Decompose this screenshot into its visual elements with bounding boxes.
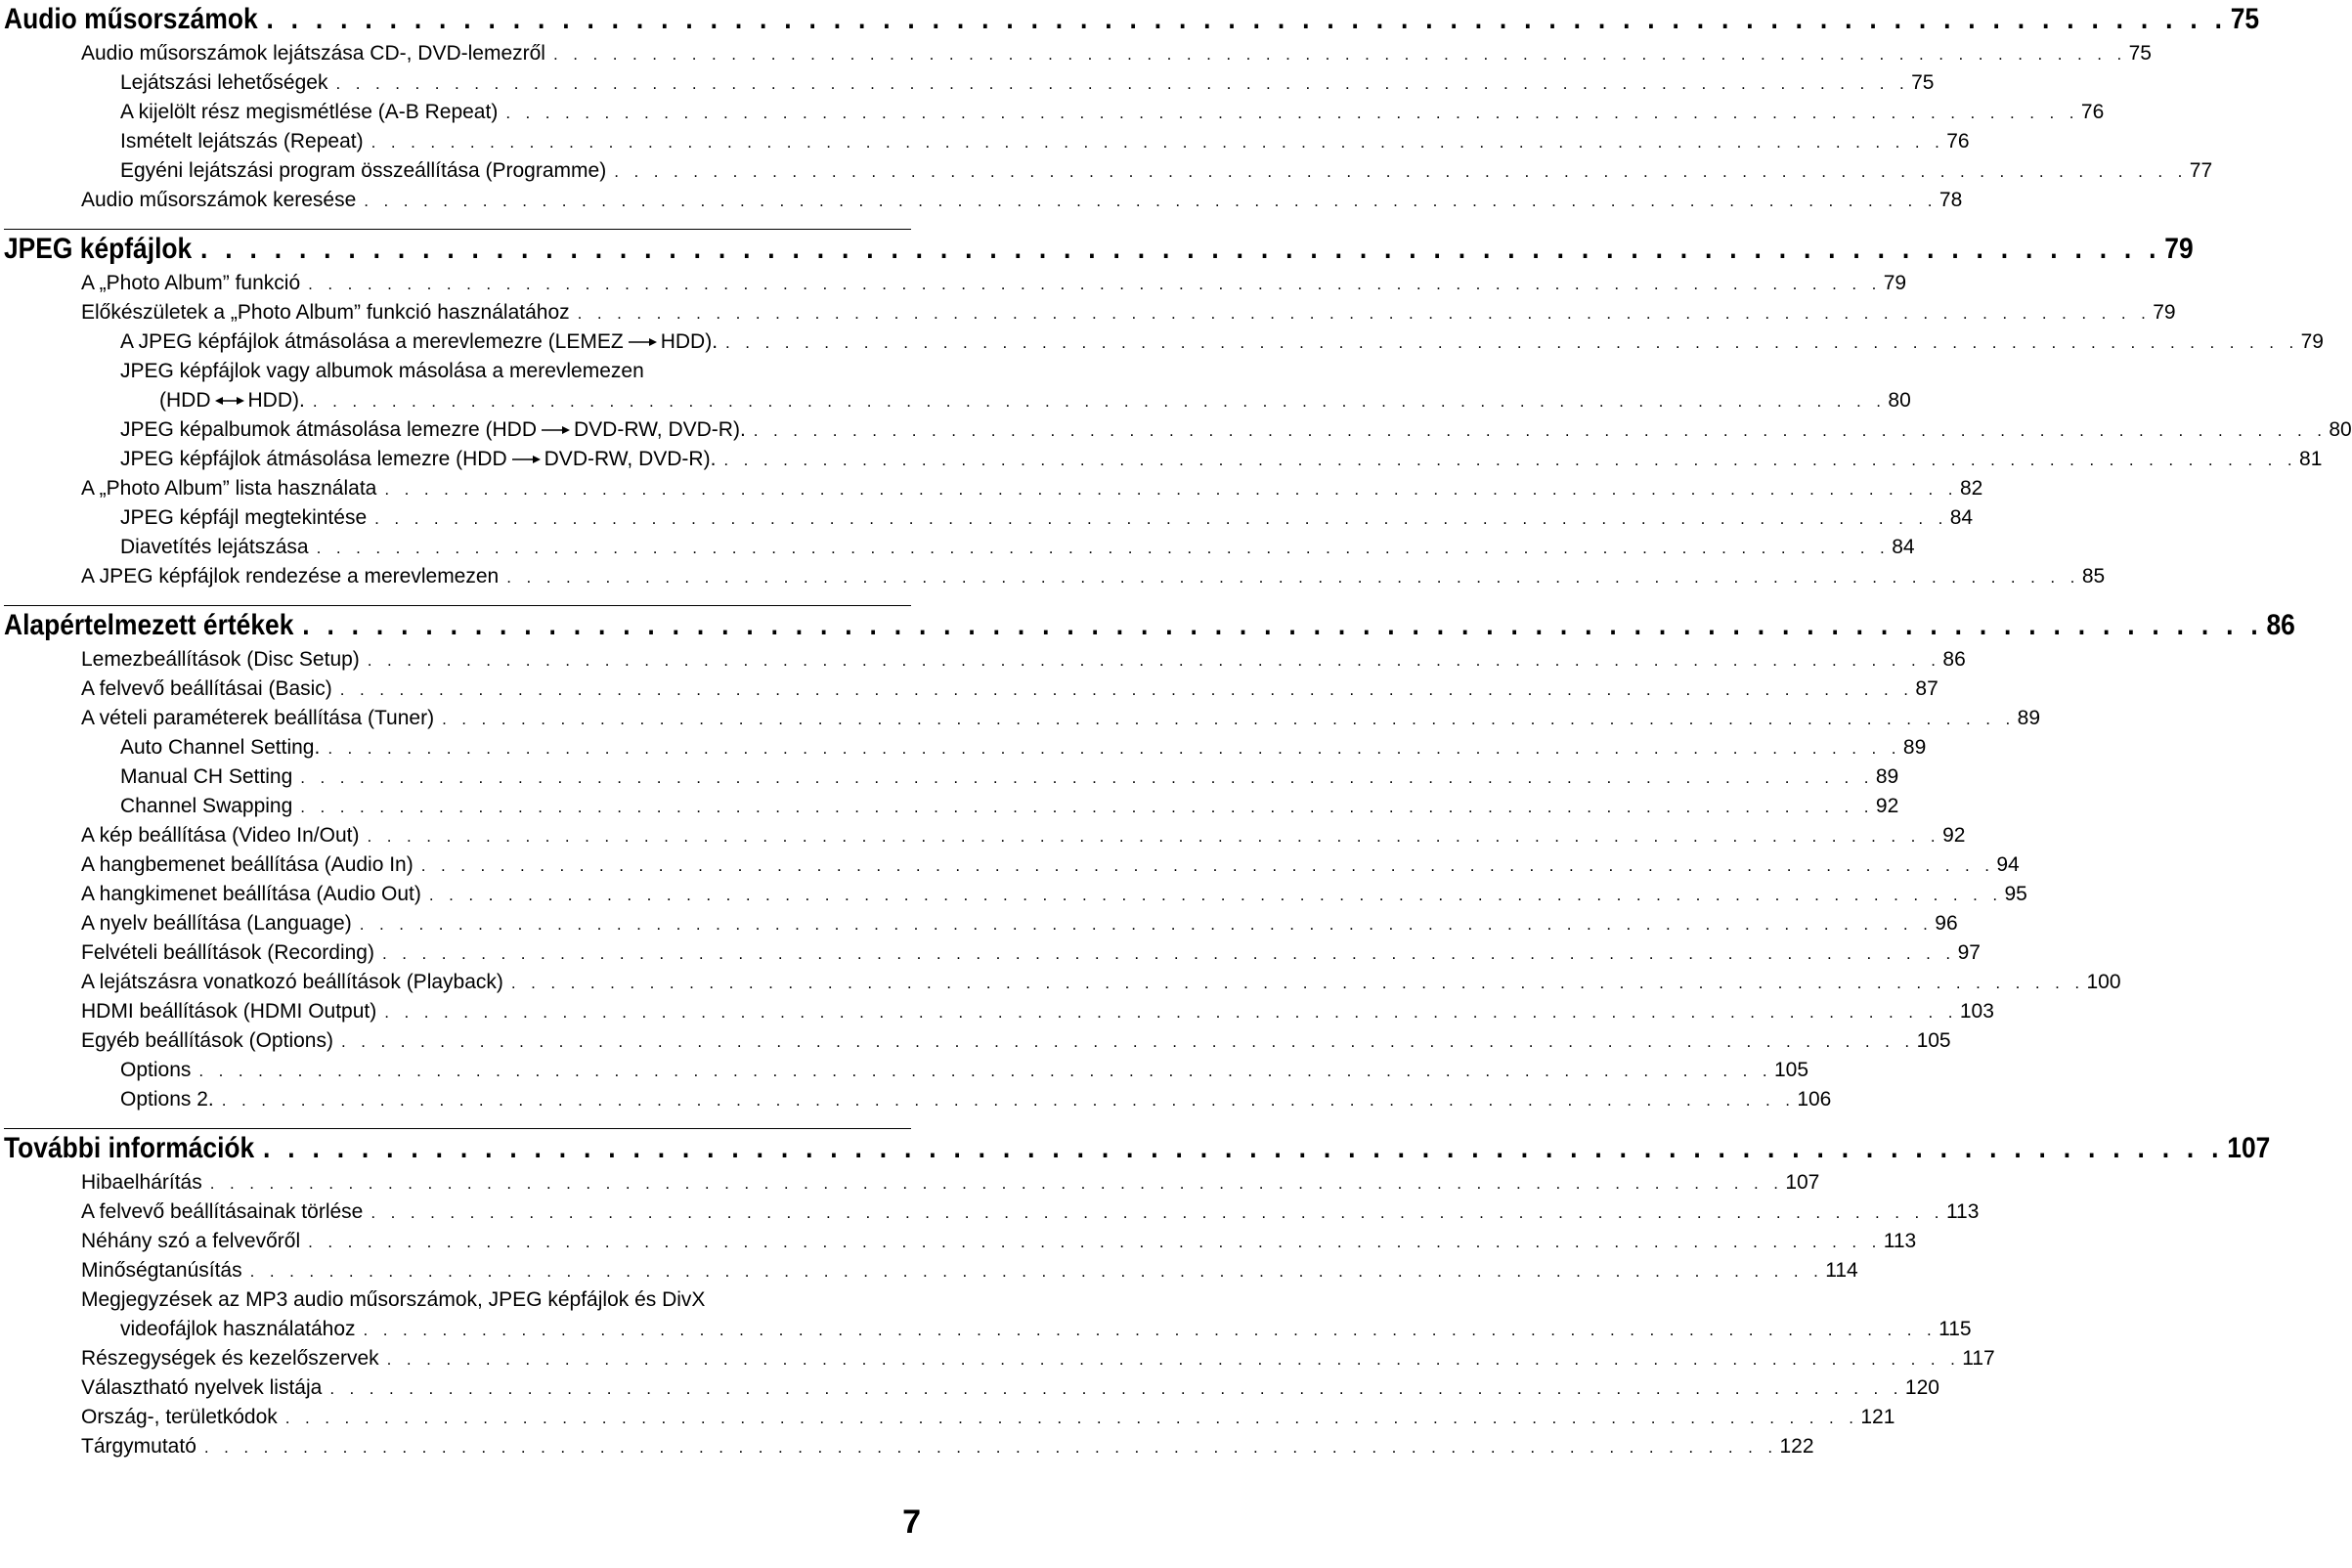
entry-title xyxy=(4,386,313,415)
entry-text: Ország-, területkódok xyxy=(81,1406,278,1428)
entry-page: 96 xyxy=(1935,912,1958,935)
entry-page: 80 xyxy=(1888,389,1911,412)
entry-page: 103 xyxy=(1959,1000,1994,1023)
entry-text-continued: HDD). xyxy=(660,330,719,353)
entry-text: (HDD xyxy=(159,389,211,412)
dot-leader: . . . . . . . . . . . . . . . . . . . . . . . . . . . . . . . . . . . . . . . . . . . . . . . . . . . . . . . . . . . . . . . . . . . . . . . . . . . . . . . . xyxy=(386,1350,1961,1369)
entry-page: 95 xyxy=(2004,883,2027,905)
entry-title xyxy=(4,327,725,357)
entry-page: 105 xyxy=(1773,1059,1809,1081)
dot-leader: . . . . . . . . . . . . . . . . . . . . . . . . . . . . . . . . . . . . . . . . . . . . . . . . . . . . . . . . . . . . . . . . . . . . . . . . . . . . . . . . xyxy=(359,915,1934,934)
entry-page: 84 xyxy=(1892,536,1915,558)
toc-section xyxy=(0,215,2352,591)
entry-text: Lejátszási lehetőségek xyxy=(120,71,328,94)
entry-title xyxy=(4,98,505,127)
toc-entry[interactable] xyxy=(4,298,2176,327)
double-arrow-icon xyxy=(215,396,244,406)
entry-title xyxy=(4,1056,198,1085)
toc-entry[interactable] xyxy=(4,792,1899,821)
entry-page: 117 xyxy=(1962,1347,1995,1370)
dot-leader: . . . . . . . . . . . . . . . . . . . . . . . . . . . . . . . . . . . . . . . . . . . . . . . . . . . . . . . . . . . . . . . . . . . . . . . . . . . . . . . . xyxy=(506,568,2080,587)
entry-page: 81 xyxy=(2299,448,2323,470)
dot-leader: . . . . . . . . . . . . . . . . . . . . . . . . . . . . . . . . . . . . . . . . . . . . . . . . . . . . . . . . . . . . . . . . . . . . . . . . . . . . . . . . xyxy=(577,304,2152,323)
toc-entry[interactable] xyxy=(4,39,2152,68)
entry-text: A felvevő beállításai (Basic) xyxy=(81,677,332,700)
entry-text: A JPEG képfájlok rendezése a merevlemezen xyxy=(81,565,500,588)
entry-title xyxy=(4,1256,250,1285)
toc-entry[interactable] xyxy=(4,938,1981,968)
entry-page: 89 xyxy=(1875,765,1899,788)
right-arrow-icon xyxy=(628,337,657,347)
toc-entry[interactable] xyxy=(4,1344,1995,1373)
entry-page: 94 xyxy=(1996,853,2020,876)
entry-page: 75 xyxy=(1911,71,1935,94)
entry-text: Tárgymutató xyxy=(81,1435,196,1458)
entry-text-continued: HDD). xyxy=(247,389,305,412)
entry-title xyxy=(4,1403,285,1432)
entry-page: 86 xyxy=(1942,648,1966,671)
section-title: További információk xyxy=(4,1132,255,1164)
entry-text: A kijelölt rész megismétlése (A-B Repeat) xyxy=(120,101,499,123)
dot-leader: . . . . . . . . . . . . . . . . . . . . . . . . . . . . . . . . . . . . . . . . . . . . . . . . . . . . . . . . . . . . . . . . . . . . . . . . . . . . . . . . xyxy=(316,539,1891,557)
dot-leader: . . . . . . . . . . . . . . . . . . . . . . . . . . . . . . . . . . . . . . . . . . . . . . . . . . . . . . . . . . . . . . . . . . . . . . . . . . . . . . . . xyxy=(312,392,1887,411)
entry-text: JPEG képalbumok átmásolása lemezre (HDD xyxy=(120,418,537,441)
section-title: Alapértelmezett értékek xyxy=(4,609,294,641)
dot-leader: . . . . . . . . . . . . . . . . . . . . . . . . . . . . . . . . . . . . . . . . . . . . . . . . . . . . . . . . . . . . . . . . . . . . . . . . . . . . . . . . xyxy=(552,45,2127,64)
toc-entry[interactable] xyxy=(4,880,2027,909)
entry-page: 79 xyxy=(1883,272,1907,294)
entry-text: Diavetítés lejátszása xyxy=(120,536,309,558)
entry-title xyxy=(4,704,442,733)
entry-text: HDMI beállítások (HDMI Output) xyxy=(81,1000,377,1023)
toc-entry[interactable] xyxy=(4,1285,911,1315)
entry-text: A felvevő beállításainak törlése xyxy=(81,1200,364,1223)
toc-entry[interactable] xyxy=(4,1026,1951,1056)
entry-text: Audio műsorszámok lejátszása CD-, DVD-lemezről xyxy=(81,42,545,65)
entry-text: Manual CH Setting xyxy=(120,765,293,788)
dot-leader: . . . . . . . . . . . . . . . . . . . . . . . . . . . . . . . . . . . . . . . . . . . . . . . . . . . . . . . . . . . . . . . . . . . . . . . . . . . . . . . . xyxy=(510,974,2085,992)
dot-leader: . . . . . . . . . . . . . . . . . . . . . . . . . . . . . . . . . . . . . . . . . . . . . . . . . . . . . . . . . . . . . . . . . . . . . . . . . . . . . . . . xyxy=(300,768,1874,787)
dot-leader: . . . . . . . . . . . . . . . . . . . . . . . . . . . . . . . . . . . . . . . . . . . . . . . . . . . . . . . . . . . . . . . . . . . . . . . . . . . . . . . . xyxy=(327,739,1901,758)
entry-text: A vételi paraméterek beállítása (Tuner) xyxy=(81,707,435,729)
entry-text-continued: DVD-RW, DVD-R). xyxy=(574,418,746,441)
toc-entry[interactable] xyxy=(4,327,2324,357)
toc-entry[interactable] xyxy=(4,1403,1895,1432)
dot-leader: . . . . . . . . . . . . . . . . . . . . . . . . . . . . . . . . . . . . . . . . . . . . . . . . . . . . . . . . . . . . . . . . . . . . . . . . . . . . . . . . xyxy=(614,162,2188,181)
entry-page: 105 xyxy=(1916,1029,1951,1052)
entry-title xyxy=(4,850,421,880)
entry-title xyxy=(4,415,754,445)
toc-entry[interactable] xyxy=(4,357,911,386)
entry-title xyxy=(4,1373,329,1403)
entry-title xyxy=(4,733,327,762)
toc-entry[interactable] xyxy=(4,1227,1917,1256)
entry-text: Hibaelhárítás xyxy=(81,1171,202,1194)
toc-entry[interactable] xyxy=(4,1056,1809,1085)
entry-page: 92 xyxy=(1942,824,1966,847)
entry-text-continued: DVD-RW, DVD-R). xyxy=(544,448,717,470)
dot-leader: . . . . . . . . . . . . . . . . . . . . . . . . . . . . . . . . . . . . . . . . . . . . . . . . . . . . . . . . . . . . . . . . . . . . . . . . . . . . . . . . xyxy=(367,827,1941,846)
entry-text: Választható nyelvek listája xyxy=(81,1376,323,1399)
toc-entry[interactable] xyxy=(4,1256,1858,1285)
entry-title xyxy=(4,1085,222,1114)
dot-leader: . . . . . . . . . . . . . . . . . . . . . . . . . . . . . . . . . . . . . . . . . . . . . . . . . . . . . . . . . . . . . . . . . . . . . . . . . . . . . . . . xyxy=(329,1379,1903,1398)
toc-entry[interactable] xyxy=(4,997,1994,1026)
dot-leader: . . . . . . . . . . . . . . . . . . . . . . . . . . . . . . . . . . . . . . . . . . . . . . . . . . . . . . . . . . . . . . . . . . . . . . . . . . . . . . . . xyxy=(308,275,1882,293)
entry-text: JPEG képfájlok vagy albumok másolása a merevlemezen xyxy=(120,360,644,382)
entry-page: 113 xyxy=(1883,1230,1917,1252)
toc-entry[interactable] xyxy=(4,562,2106,591)
entry-title xyxy=(4,938,382,968)
dot-leader: . . . . . . . . . . . . . . . . . . . . . . . . . . . . . . . . . . . . . . . . . . . . . . . . . . . . . . . . . . . . . . . . . . . . . . . . . . . . . . . . xyxy=(364,192,1938,210)
toc-entry[interactable] xyxy=(4,675,1938,704)
entry-page: 114 xyxy=(1825,1259,1858,1282)
entry-page: 84 xyxy=(1949,506,1974,529)
section-page: 79 xyxy=(2164,233,2194,265)
entry-text: Channel Swapping xyxy=(120,795,293,817)
toc-section xyxy=(0,1114,2271,1461)
entry-title xyxy=(4,127,371,156)
toc-entry[interactable] xyxy=(4,968,2121,997)
entry-title xyxy=(4,357,644,386)
dot-leader: . . . . . . . . . . . . . . . . . . . . . . . . . . . . . . . . . . . . . . . . . . . . . . . . . . . . . . . . . . . . . . . . . . . . . . . . . . . . . . . . xyxy=(384,480,1958,499)
entry-text: Előkészületek a „Photo Album” funkció használatához xyxy=(81,301,570,324)
toc-entry[interactable] xyxy=(4,68,1935,98)
section-page: 86 xyxy=(2266,609,2295,641)
entry-text: Ismételt lejátszás (Repeat) xyxy=(120,130,364,152)
entry-title xyxy=(4,997,384,1026)
dot-leader: . . . . . . . . . . . . . . . . . . . . . . . . . . . . . . . . . . . . . . . . . . . . . . . . . . . . . . . . . . . . . . . . . . . . . . . . . . . . . . . . xyxy=(442,710,2016,728)
entry-text: Egyéni lejátszási program összeállítása (Programme) xyxy=(120,159,607,182)
entry-title xyxy=(4,1168,210,1198)
entry-page: 97 xyxy=(1957,941,1981,964)
entry-text: A „Photo Album” lista használata xyxy=(81,477,377,500)
entry-text: Részegységek és kezelőszervek xyxy=(81,1347,379,1370)
entry-title xyxy=(4,792,300,821)
toc-entry[interactable] xyxy=(4,1198,1980,1227)
entry-text: A lejátszásra vonatkozó beállítások (Playback) xyxy=(81,971,503,993)
entry-title xyxy=(4,445,723,474)
dot-leader: . . . . . . . . . . . . . . . . . . . . . . . . . . . . . . . . . . . . . . . . . . . . . . . . . . . . . . . . . . . . . . . . . . . . . . . . . . . . . . . . xyxy=(363,1321,1938,1339)
dot-leader: . . . . . . . . . . . . . . . . . . . . . . . . . . . . . . . . . . . . . . . . . . . . . . . . . . . . . . . . . . . . . . . . . . . . . . . . . . . . . . . . xyxy=(367,651,1941,670)
entry-text: A nyelv beállítása (Language) xyxy=(81,912,352,935)
entry-title xyxy=(4,1026,341,1056)
entry-text: Audio műsorszámok keresése xyxy=(81,189,357,211)
entry-title xyxy=(4,821,367,850)
entry-page: 121 xyxy=(1860,1406,1895,1428)
dot-leader: . . . . . . . . . . . . . . . . . . . . . . . . . . . . . . . . . . . . . . . . . . . . . . . . . . . . . . . . . . . . . . . . . . . . . . . . . . . . . . . . xyxy=(203,1438,1778,1457)
toc-entry[interactable] xyxy=(4,474,1983,503)
entry-title xyxy=(4,1198,370,1227)
entry-title xyxy=(4,68,335,98)
dot-leader: . . . . . . . . . . . . . . . . . . . . . . . . . . . . . . . . . . . . . . . . . . . . . . . . . . . . . . . . . . . . . . . . . . . . . . . . . . . . . . . . xyxy=(370,1203,1944,1222)
section-heading xyxy=(4,230,2194,269)
toc-entry[interactable] xyxy=(4,156,2213,186)
dot-leader: . . . . . . . . . . . . . . . . . . . . . . . . . . . . . . . . . . . . . . . . . . . . . . . . . . . . . . . . . . . . . . . . . . . . . . . . . . . . . . . . xyxy=(263,1132,2224,1164)
entry-text: Egyéb beállítások (Options) xyxy=(81,1029,333,1052)
entry-title xyxy=(4,269,308,298)
toc-entry[interactable] xyxy=(4,98,2105,127)
entry-title xyxy=(4,880,429,909)
section-heading xyxy=(4,0,2260,39)
toc-entry[interactable] xyxy=(4,415,2352,445)
entry-page: 89 xyxy=(2017,707,2041,729)
entry-title xyxy=(4,645,368,675)
entry-text: videofájlok használatához xyxy=(120,1318,356,1340)
right-arrow-icon xyxy=(511,455,541,464)
toc-entry[interactable] xyxy=(4,850,2020,880)
toc-section xyxy=(0,0,2260,215)
dot-leader: . . . . . . . . . . . . . . . . . . . . . . . . . . . . . . . . . . . . . . . . . . . . . . . . . . . . . . . . . . . . . . . . . . . . . . . . . . . . . . . . xyxy=(339,680,1914,699)
toc-entry[interactable] xyxy=(4,127,1970,156)
entry-text: A hangbemenet beállítása (Audio In) xyxy=(81,853,414,876)
dot-leader: . . . . . . . . . . . . . . . . . . . . . . . . . . . . . . . . . . . . . . . . . . . . . . . . . . . . . . . . . . . . . . . . . . . . . . . . . . . . . . . . xyxy=(753,421,2328,440)
entry-title xyxy=(4,186,364,215)
right-arrow-icon xyxy=(541,425,570,435)
entry-page: 78 xyxy=(1938,189,1963,211)
dot-leader: . . . . . . . . . . . . . . . . . . . . . . . . . . . . . . . . . . . . . . . . . . . . . . . . . . . . . . . . . . . . . . . . . . . . . . . . . . . . . . . . xyxy=(209,1174,1784,1193)
toc-entry[interactable] xyxy=(4,503,1974,533)
entry-title xyxy=(4,503,374,533)
entry-page: 92 xyxy=(1875,795,1899,817)
entry-page: 76 xyxy=(1946,130,1970,152)
dot-leader: . . . . . . . . . . . . . . . . . . . . . . . . . . . . . . . . . . . . . . . . . . . . . . . . . . . . . . . . . . . . . . . . . . . . . . . . . . . . . . . . xyxy=(221,1091,1796,1110)
entry-title xyxy=(4,968,511,997)
entry-text: A JPEG képfájlok átmásolása a merevlemezre (LEMEZ xyxy=(120,330,624,353)
entry-title xyxy=(4,1432,204,1461)
entry-text: A kép beállítása (Video In/Out) xyxy=(81,824,360,847)
section-heading xyxy=(4,606,2295,645)
toc-entry[interactable] xyxy=(4,1085,1832,1114)
toc-entry[interactable] xyxy=(4,909,1958,938)
toc-entry[interactable] xyxy=(4,269,1907,298)
section-title: Audio műsorszámok xyxy=(4,3,258,35)
toc-entry[interactable] xyxy=(4,445,2323,474)
entry-title xyxy=(4,1227,308,1256)
entry-title xyxy=(4,156,614,186)
entry-page: 82 xyxy=(1959,477,1983,500)
entry-title xyxy=(4,1315,364,1344)
toc-entry[interactable] xyxy=(4,733,1927,762)
entry-page: 113 xyxy=(1945,1200,1980,1223)
entry-text: JPEG képfájlok átmásolása lemezre (HDD xyxy=(120,448,507,470)
toc-entry[interactable] xyxy=(4,645,1966,675)
dot-leader: . . . . . . . . . . . . . . . . . . . . . . . . . . . . . . . . . . . . . . . . . . . . . . . . . . . . . . . . . . . . . . . . . . . . . . . . . . . . . . . . xyxy=(302,609,2263,641)
entry-title xyxy=(4,909,360,938)
dot-leader: . . . . . . . . . . . . . . . . . . . . . . . . . . . . . . . . . . . . . . . . . . . . . . . . . . . . . . . . . . . . . . . . . . . . . . . . . . . . . . . . xyxy=(374,509,1948,528)
toc-entry[interactable] xyxy=(4,1373,1939,1403)
dot-leader: . . . . . . . . . . . . . . . . . . . . . . . . . . . . . . . . . . . . . . . . . . . . . . . . . . . . . . . . . . . . . . . . . . . . . . . . . . . . . . . . xyxy=(308,1233,1882,1251)
toc-entry[interactable] xyxy=(4,1432,1814,1461)
toc-section xyxy=(0,591,2295,1114)
section-page: 75 xyxy=(2230,3,2260,35)
entry-page: 106 xyxy=(1797,1088,1832,1111)
entry-title xyxy=(4,474,384,503)
entry-page: 115 xyxy=(1938,1318,1972,1340)
toc-entry[interactable] xyxy=(4,386,1911,415)
entry-text: Auto Channel Setting. xyxy=(120,736,321,759)
entry-text: Minőségtanúsítás xyxy=(81,1259,242,1282)
dot-leader: . . . . . . . . . . . . . . . . . . . . . . . . . . . . . . . . . . . . . . . . . . . . . . . . . . . . . . . . . . . . . . . . . . . . . . . . . . . . . . . . xyxy=(370,133,1945,152)
toc-entry[interactable] xyxy=(4,704,2041,733)
entry-page: 120 xyxy=(1904,1376,1939,1399)
toc-entry[interactable] xyxy=(4,186,1963,215)
entry-title xyxy=(4,762,300,792)
entry-title xyxy=(4,1285,705,1315)
entry-page: 79 xyxy=(2300,330,2324,353)
entry-title xyxy=(4,298,578,327)
section-page: 107 xyxy=(2227,1132,2271,1164)
entry-title xyxy=(4,675,340,704)
entry-page: 89 xyxy=(1902,736,1927,759)
entry-page: 122 xyxy=(1779,1435,1814,1458)
entry-text: Options 2. xyxy=(120,1088,214,1111)
entry-page: 75 xyxy=(2128,42,2152,65)
entry-page: 77 xyxy=(2189,159,2213,182)
dot-leader: . . . . . . . . . . . . . . . . . . . . . . . . . . . . . . . . . . . . . . . . . . . . . . . . . . . . . . . . . . . . . . . . . . . . . . . . . . . . . . . . xyxy=(300,798,1874,816)
entry-text: Felvételi beállítások (Recording) xyxy=(81,941,374,964)
dot-leader: . . . . . . . . . . . . . . . . . . . . . . . . . . . . . . . . . . . . . . . . . . . . . . . . . . . . . . . . . . . . . . . . . . . . . . . . . . . . . . . . xyxy=(420,856,1995,875)
toc-entry[interactable] xyxy=(4,1168,1820,1198)
dot-leader: . . . . . . . . . . . . . . . . . . . . . . . . . . . . . . . . . . . . . . . . . . . . . . . . . . . . . . . . . . . . . . . . . . . . . . . . . . . . . . . . xyxy=(198,1062,1772,1080)
entry-page: 76 xyxy=(2080,101,2105,123)
dot-leader: . . . . . . . . . . . . . . . . . . . . . . . . . . . . . . . . . . . . . . . . . . . . . . . . . . . . . . . . . . . . . . . . . . . . . . . . . . . . . . . . xyxy=(381,944,1956,963)
toc-entry[interactable] xyxy=(4,762,1899,792)
dot-leader: . . . . . . . . . . . . . . . . . . . . . . . . . . . . . . . . . . . . . . . . . . . . . . . . . . . . . . . . . . . . . . . . . . . . . . . . . . . . . . . . xyxy=(725,333,2299,352)
entry-text: Megjegyzések az MP3 audio műsorszámok, JPEG képfájlok és DivX xyxy=(81,1288,706,1311)
entry-text: A „Photo Album” funkció xyxy=(81,272,301,294)
toc-entry[interactable] xyxy=(4,533,1915,562)
toc-entry[interactable] xyxy=(4,1315,1972,1344)
entry-page: 80 xyxy=(2329,418,2352,441)
entry-page: 107 xyxy=(1785,1171,1820,1194)
entry-text: A hangkimenet beállítása (Audio Out) xyxy=(81,883,421,905)
entry-text: Lemezbeállítások (Disc Setup) xyxy=(81,648,360,671)
entry-title xyxy=(4,533,317,562)
entry-text: Néhány szó a felvevőről xyxy=(81,1230,301,1252)
section-heading xyxy=(4,1129,2271,1168)
entry-page: 87 xyxy=(1915,677,1938,700)
toc-entry[interactable] xyxy=(4,821,1966,850)
entry-title xyxy=(4,562,506,591)
entry-title xyxy=(4,39,553,68)
dot-leader: . . . . . . . . . . . . . . . . . . . . . . . . . . . . . . . . . . . . . . . . . . . . . . . . . . . . . . . . . . . . . . . . . . . . . . . . . . . . . . . . xyxy=(340,1032,1915,1051)
dot-leader: . . . . . . . . . . . . . . . . . . . . . . . . . . . . . . . . . . . . . . . . . . . . . . . . . . . . . . . . . . . . . . . . . . . . . . . . . . . . . . . . xyxy=(384,1003,1958,1022)
entry-text: Options xyxy=(120,1059,192,1081)
dot-leader: . . . . . . . . . . . . . . . . . . . . . . . . . . . . . . . . . . . . . . . . . . . . . . . . . . . . . . . . . . . . . . . . . . . . . . . . . . . . . . . . xyxy=(428,886,2003,904)
entry-text: JPEG képfájl megtekintése xyxy=(120,506,368,529)
dot-leader: . . . . . . . . . . . . . . . . . . . . . . . . . . . . . . . . . . . . . . . . . . . . . . . . . . . . . . . . . . . . . . . . . . . . . . . . . . . . . . . . xyxy=(200,233,2161,265)
dot-leader: . . . . . . . . . . . . . . . . . . . . . . . . . . . . . . . . . . . . . . . . . . . . . . . . . . . . . . . . . . . . . . . . . . . . . . . . . . . . . . . . xyxy=(284,1409,1859,1427)
entry-page: 100 xyxy=(2086,971,2121,993)
entry-title xyxy=(4,1344,387,1373)
dot-leader: . . . . . . . . . . . . . . . . . . . . . . . . . . . . . . . . . . . . . . . . . . . . . . . . . . . . . . . . . . . . . . . . . . . . . . . . . . . . . . . . xyxy=(249,1262,1824,1281)
dot-leader: . . . . . . . . . . . . . . . . . . . . . . . . . . . . . . . . . . . . . . . . . . . . . . . . . . . . . . . . . . . . . . . . . . . . . . . . . . . . . . . . xyxy=(335,74,1910,93)
dot-leader: . . . . . . . . . . . . . . . . . . . . . . . . . . . . . . . . . . . . . . . . . . . . . . . . . . . . . . . . . . . . . . . . . . . . . . . . . . . . . . . . xyxy=(266,3,2228,35)
dot-leader: . . . . . . . . . . . . . . . . . . . . . . . . . . . . . . . . . . . . . . . . . . . . . . . . . . . . . . . . . . . . . . . . . . . . . . . . . . . . . . . . xyxy=(505,104,2079,122)
entry-page: 85 xyxy=(2081,565,2106,588)
section-title: JPEG képfájlok xyxy=(4,233,193,265)
entry-page: 79 xyxy=(2153,301,2176,324)
dot-leader: . . . . . . . . . . . . . . . . . . . . . . . . . . . . . . . . . . . . . . . . . . . . . . . . . . . . . . . . . . . . . . . . . . . . . . . . . . . . . . . . xyxy=(723,451,2298,469)
page-number: 7 xyxy=(902,1503,921,1541)
